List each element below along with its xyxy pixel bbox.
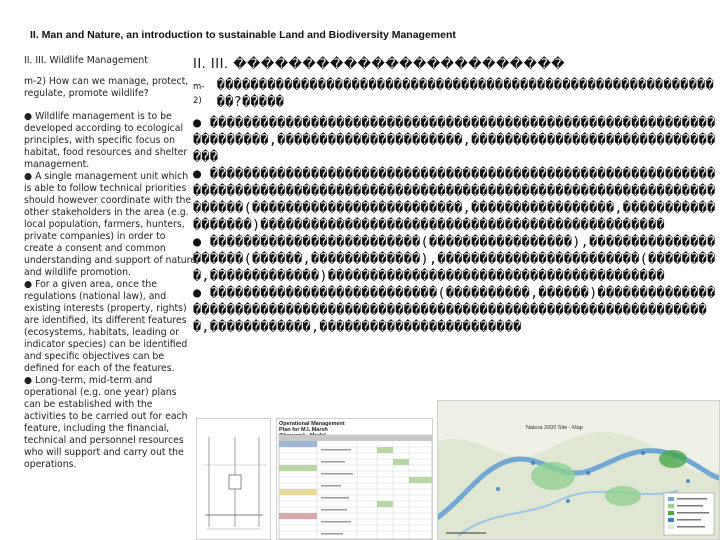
bullet-paragraph: ● A single management unit which is able to follow technical priorities should however coordinate with the other stakeholders in the area (e.g. local population, farmers, hunters, private companies) in order to create a consent and common understanding and support of nature and wildlife promotion. xyxy=(24,171,197,278)
translated-question xyxy=(193,77,717,111)
translated-paragraph: ● ��������������������������������������������������������������������������������������������������������������������������������(�������������������������,�����������������,������������������)������������������������������������������������ xyxy=(193,166,716,233)
site-map-image xyxy=(437,400,720,540)
bullet-paragraph: ● Wildlife management is to be developed according to ecological principles, with specific focus on habitat, food resources and shelter management. xyxy=(24,111,188,170)
section-question: m-2) How can we manage, protect, regulate, promote wildlife? xyxy=(24,76,189,99)
management-diagram-image xyxy=(196,418,271,540)
slide-title: II. Man and Nature, an introduction to sustainable Land and Biodiversity Management xyxy=(30,29,456,41)
translated-question-text: �������������������������������������������������������������?����� xyxy=(216,77,715,110)
bullet-paragraph: ● Long-term, mid-term and operational (e.g. one year) plans can be established with the activities to be carried out for each feature, including the financial, technical and personnel resources who will support and carry out the operations. xyxy=(24,375,188,470)
translated-question-prefix: m-2) xyxy=(193,82,205,106)
section-subtitle: II. III. Wildlife Management xyxy=(24,55,148,66)
translated-paragraph: ● ���������������������������������������������������������������������,����������������������,�������������������������������� xyxy=(193,115,716,165)
body-text xyxy=(24,111,196,471)
translated-heading xyxy=(193,56,717,73)
bullet-paragraph: ● For a given area, once the regulations (national law), and existing interests (property, rights) are identified, its different features (ecosystems, habitats, leading or indicator species) can be identified and specific objectives can be defined for each of the features. xyxy=(24,279,188,374)
plan-image-title: Operational Management Plan for M.I. Marsh xyxy=(279,421,345,433)
translated-text-column xyxy=(193,56,717,416)
map-image-title: Natura 2000 Site - Map xyxy=(526,425,583,431)
english-text-column xyxy=(24,55,196,471)
translated-paragraph: ● �������������������������(�����������������),���������������������(������,�������������),������������������������(���������,�������������)���������������������������������������� xyxy=(193,234,716,284)
translated-paragraph: ● ���������������������������(����������,������)����������������������������������������������������������������������������,������������,������������������������ xyxy=(193,285,716,335)
operational-plan-image xyxy=(276,418,433,540)
translated-heading-text: II. III. ������������������������ xyxy=(193,57,566,72)
translated-body xyxy=(193,115,717,336)
